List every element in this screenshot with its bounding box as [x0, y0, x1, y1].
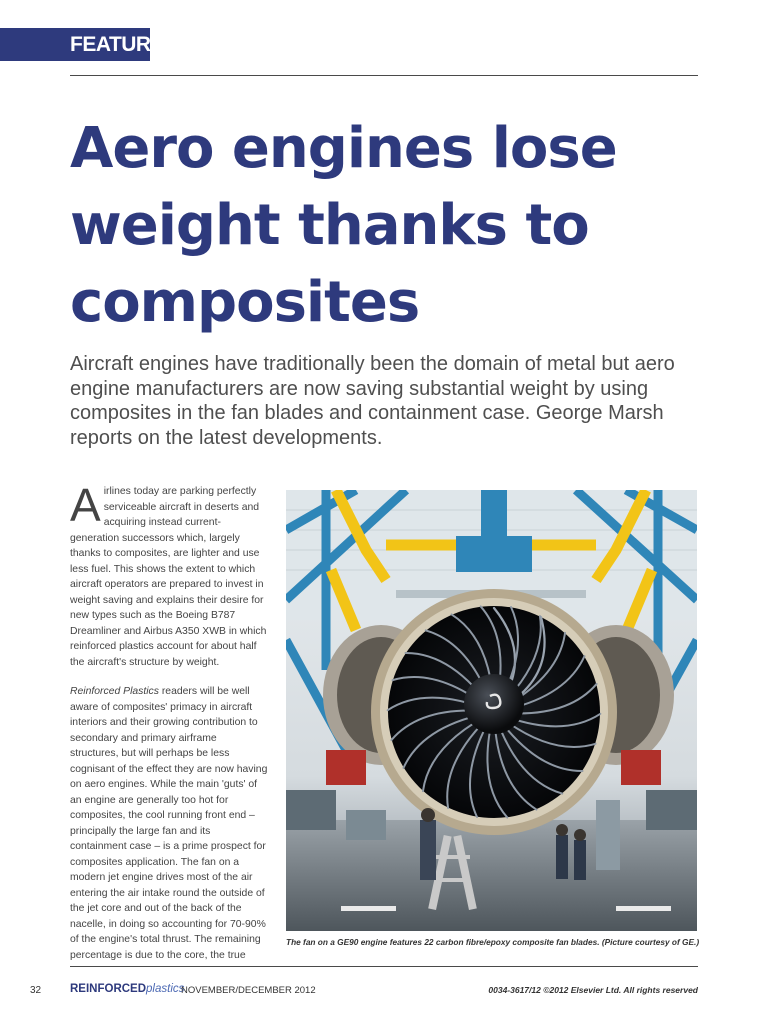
section-label: FEATURE — [0, 28, 150, 61]
top-divider — [70, 75, 698, 76]
body-paragraph-1 — [70, 479, 268, 670]
body-paragraph-2 — [70, 684, 268, 963]
issue-date: NOVEMBER/DECEMBER 2012 — [181, 985, 316, 996]
page-number: 32 — [30, 985, 42, 996]
bottom-divider — [70, 966, 698, 967]
engine-photo — [286, 490, 697, 931]
drop-cap: A — [70, 479, 101, 531]
paragraph-1-text: irlines today are parking perfectly serviceable aircraft in deserts and acquiring instead current-generation successors which, largely thanks to composites, are lighter and use less fuel. This shows the extent to which aircraft operators are prepared to invest in weight saving and explains their desire for new types such as the Boeing B787 Dreamliner and Airbus A350 XWB in which reinforced plastics account for about half the aircraft's structure by weight. — [70, 486, 267, 668]
photo-caption: The fan on a GE90 engine features 22 carbon fibre/epoxy composite fan blades. (Picture courtesy of GE.) — [286, 937, 700, 947]
brand-bold: REINFORCED — [70, 983, 147, 995]
paragraph-2-text: readers will be well aware of composites' primacy in aircraft interiors and their growing contribution to secondary and primary airframe structures, but will perhaps be less cognisant of the effect they are now having on aero engines. While the main 'guts' of an engine are generally too hot for composites, the cool running front end – principally the large fan and its containment case – is a prime prospect for composites application. The fan on a modern jet engine drives most of the air entering the air intake round the outside of the jet core and out of the back of the nacelle, in doing so accounting for 70-90% of the engine's total thrust. The remaining percentage is due to the core, the true — [70, 686, 268, 961]
brand-italic: plastics — [146, 983, 185, 995]
copyright-line: 0034-3617/12 ©2012 Elsevier Ltd. All rights reserved — [488, 985, 698, 995]
magazine-name-reference: Reinforced Plastics — [70, 686, 159, 697]
article-title: Aero engines lose weight thanks to composites — [70, 116, 617, 335]
article-standfirst: Aircraft engines have traditionally been the domain of metal but aero engine manufacturers are now saving substantial weight by using composites in the fan blades and containment case. George Marsh reports on the latest developments. — [70, 353, 675, 449]
body-column — [70, 479, 268, 977]
magazine-brand — [70, 983, 184, 995]
